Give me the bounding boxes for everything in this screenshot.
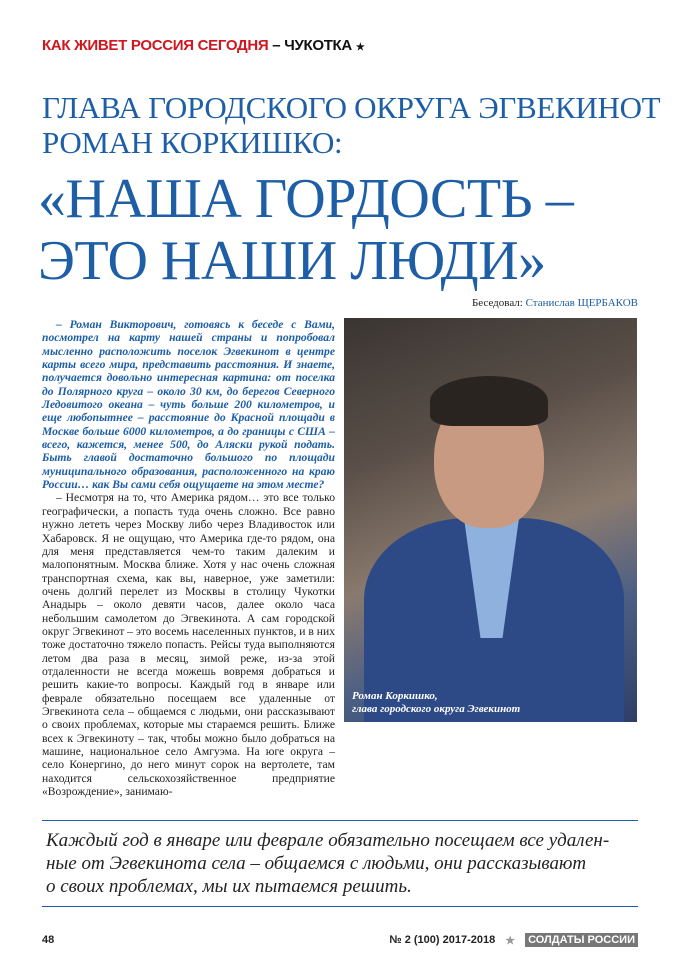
photo-caption bbox=[352, 690, 520, 716]
headline-quote-line: ЭТО НАШИ ЛЮДИ» bbox=[38, 230, 546, 292]
rubric-dash: – bbox=[272, 37, 281, 54]
pull-quote-line: ные от Эгвекинота села – общаемся с людьми, они рассказывают bbox=[46, 853, 587, 875]
section-rubric bbox=[42, 37, 638, 57]
headline-quote-line: «НАША ГОРДОСТЬ – bbox=[38, 168, 574, 230]
interview-answer: – Несмотря на то, что Америка рядом… это все только географически, а попасть туда очень сложно. Все равно нужно лететь через Москву либо через Владивосток или Хабаровск. Я не ощущаю, что Америка где-то рядом, она для меня представляется чем-то таким далеким и малопонятным. Москва ближе. Хотя у нас очень сложная транспортная схема, как вы, наверное, уже заметили: очень долгий перелет из Москвы в столицу Чукотки Анадырь – около девяти часов, далее около часа небольшим самолетом до Эгвекинота. А сам городской округ Эгвекинот – это восемь населенных пунктов, и в них тоже достаточно тяжело попасть. Рейсы туда выполняются летом два раза в месяц, зимой реже, из-за этой отдаленности не всегда можешь вовремя добраться и решить какие-то вопросы. Каждый год в январе или феврале обязательно посещаем все удаленные от Эгвекинота села – общаемся с людьми, они рассказывают о своих проблемах, которые мы стараемся решить. Ближе всех к Эгвекиноту – так, чтобы можно было добраться на машине, национальное село Амгуэма. На юге округа – село Конергино, до него минут сорок на вертолете, там находится сельскохозяйственное предприятие «Возрождение», занимаю- bbox=[42, 491, 335, 799]
portrait-photo bbox=[344, 318, 637, 722]
page-number: 48 bbox=[42, 934, 55, 947]
pull-quote bbox=[42, 820, 638, 907]
magazine-logo: СОЛДАТЫ РОССИИ bbox=[525, 933, 638, 947]
pull-quote-line: о своих проблемах, мы их пытаемся решить. bbox=[46, 876, 412, 898]
photo-hair bbox=[430, 376, 548, 426]
article-column bbox=[42, 318, 335, 798]
rubric-region: ЧУКОТКА bbox=[284, 37, 352, 54]
page-footer bbox=[42, 933, 638, 947]
caption-line: глава городского округа Эгвекинот bbox=[352, 703, 521, 715]
star-icon: ★ bbox=[355, 42, 365, 53]
byline-author: Станислав ЩЕРБАКОВ bbox=[525, 297, 638, 309]
byline bbox=[42, 296, 638, 310]
rubric-section: КАК ЖИВЕТ РОССИЯ СЕГОДНЯ bbox=[42, 37, 269, 54]
headline-quote bbox=[38, 168, 638, 292]
interview-question: – Роман Викторович, готовясь к беседе с Вами, посмотрел на карту нашей страны и попробовал мысленно расположить поселок Эгвекинот в центре карты всего мира, представить расстояния. И знаете, получается довольно интересная картина: от поселка до Полярного круга – около 30 км, до берегов Северного Ледовитого океана – чуть больше 200 километров, и еще любопытнее – расстояние до Красной площади в Москве больше 6000 километров, а до границы с США – всего, кажется, менее 500, до Аляски рукой подать. Быть главой достаточно большого по площади муниципального образования, расположенного на краю России… как Вы сами себя ощущаете на этом месте? bbox=[42, 318, 335, 492]
pull-quote-line: Каждый год в январе или феврале обязательно посещаем все удален- bbox=[46, 830, 610, 852]
headline-subtitle bbox=[42, 90, 661, 160]
article-body bbox=[42, 318, 638, 798]
issue-number: № 2 (100) 2017-2018 bbox=[389, 934, 496, 947]
caption-line: Роман Коркишко, bbox=[352, 690, 438, 702]
headline-line: РОМАН КОРКИШКО: bbox=[42, 125, 343, 160]
byline-label: Беседовал: bbox=[471, 297, 523, 309]
star-icon: ★ bbox=[505, 934, 516, 947]
headline-line: ГЛАВА ГОРОДСКОГО ОКРУГА ЭГВЕКИНОТ bbox=[42, 90, 661, 125]
